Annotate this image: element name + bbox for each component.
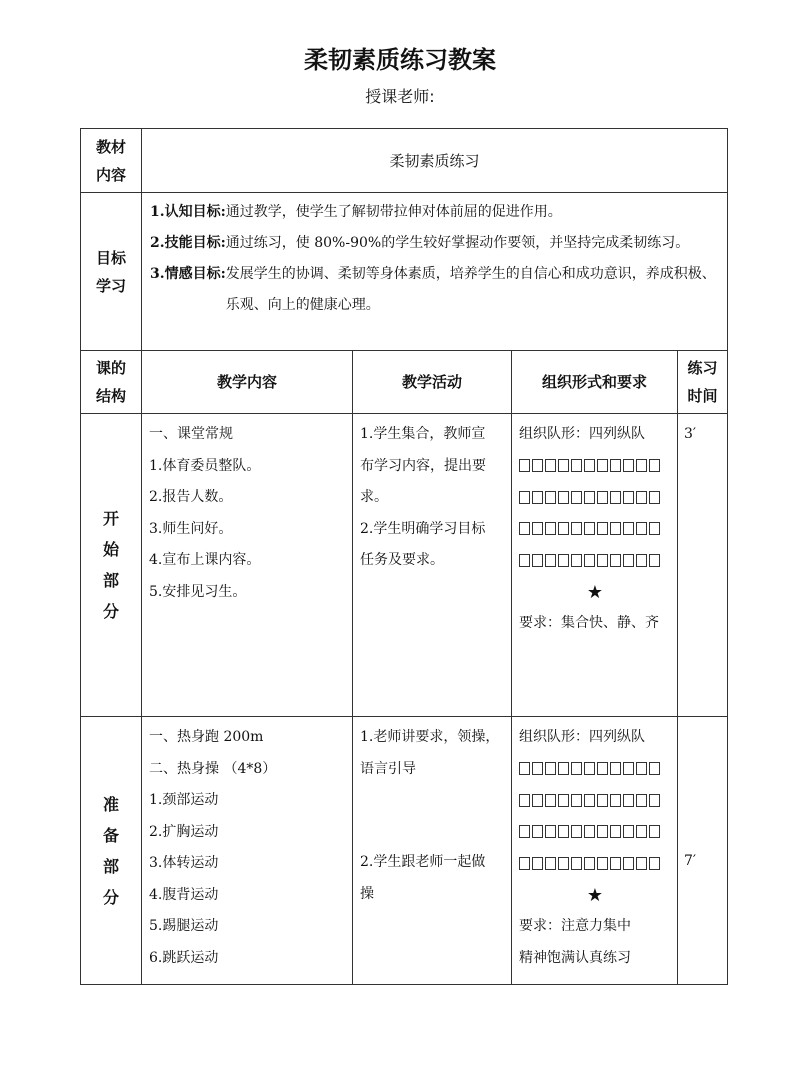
goals-list — [142, 193, 728, 351]
material-header-line: 内容 — [95, 165, 126, 184]
formation-square — [623, 857, 634, 870]
formation-square — [571, 762, 582, 775]
goal-text: 通过练习，使 80%-90%的学生较好掌握动作要领，并坚持完成柔韧练习。 — [225, 235, 690, 251]
section-name-char: 备 — [102, 825, 119, 845]
formation-square — [636, 825, 647, 838]
formation-square — [571, 459, 582, 472]
formation-square — [532, 522, 543, 535]
formation-square — [584, 794, 595, 807]
formation-square — [571, 554, 582, 567]
requirement-line: 要求：注意力集中 — [519, 918, 631, 934]
goal-item — [150, 228, 721, 259]
formation-row — [519, 514, 671, 546]
formation-square — [610, 762, 621, 775]
formation-square — [519, 794, 530, 807]
column-header-activity: 教学活动 — [353, 351, 512, 414]
formation-square — [584, 459, 595, 472]
formation-square — [545, 825, 556, 838]
section-name-char: 分 — [102, 602, 119, 621]
column-header-line: 练习 — [687, 359, 718, 377]
goals-header-line: 目标 — [95, 248, 126, 267]
formation-square — [558, 459, 569, 472]
activity-line: 语言引导 — [360, 760, 416, 777]
formation-square — [532, 459, 543, 472]
goal-item — [150, 197, 721, 228]
formation-square — [545, 857, 556, 870]
content-line: 1.颈部运动 — [149, 792, 219, 808]
column-header-structure — [81, 351, 142, 414]
formation-row — [519, 817, 671, 849]
formation-row — [519, 754, 671, 786]
column-header-time — [678, 351, 728, 414]
formation-square — [610, 857, 621, 870]
formation-square — [623, 825, 634, 838]
section-name-char: 部 — [102, 856, 119, 876]
formation-square — [532, 762, 543, 775]
material-value: 柔韧素质练习 — [142, 129, 728, 193]
formation-square — [649, 522, 660, 535]
activity-line: 2.学生明确学习目标 — [360, 520, 486, 537]
content-line: 4.宣布上课内容。 — [149, 552, 261, 568]
formation-square — [649, 459, 660, 472]
content-line: 3.体转运动 — [149, 855, 219, 871]
column-header-line: 课的 — [95, 359, 126, 377]
activity-line: 2.学生跟老师一起做 — [360, 854, 486, 870]
section-name-char: 部 — [102, 571, 119, 590]
formation-square — [584, 554, 595, 567]
formation-square — [558, 554, 569, 567]
formation-square — [623, 794, 634, 807]
section-time-value: 7′ — [684, 853, 697, 869]
section-name-char: 开 — [102, 509, 119, 528]
formation-square — [597, 491, 608, 504]
section-name — [81, 414, 142, 717]
formation-square — [545, 554, 556, 567]
section-organization — [512, 717, 678, 985]
formation-square — [519, 522, 530, 535]
formation-square — [571, 522, 582, 535]
formation-square — [610, 825, 621, 838]
formation-square — [636, 459, 647, 472]
goals-header-line: 学习 — [95, 276, 126, 295]
activity-line: 求。 — [360, 489, 388, 505]
column-header-organization: 组织形式和要求 — [512, 351, 678, 414]
teacher-star-icon: ★ — [586, 581, 604, 603]
teacher-label: 授课老师: — [365, 87, 435, 106]
activity-line: 操 — [360, 885, 374, 902]
formation-row — [519, 785, 671, 817]
formation-row — [519, 545, 671, 577]
formation-square — [610, 554, 621, 567]
formation-square — [558, 794, 569, 807]
formation-square — [519, 762, 530, 775]
goal-item — [150, 259, 721, 321]
content-line: 4.腹背运动 — [149, 886, 219, 903]
formation-square — [584, 491, 595, 504]
content-line: 3.师生问好。 — [149, 520, 233, 537]
formation-row — [519, 482, 671, 514]
formation-row — [519, 451, 671, 483]
content-line: 6.跳跃运动 — [149, 949, 219, 966]
formation-square — [571, 794, 582, 807]
formation-square — [610, 794, 621, 807]
column-header-line: 时间 — [687, 387, 718, 405]
formation-square — [649, 762, 660, 775]
formation-square — [610, 459, 621, 472]
formation-square — [519, 491, 530, 504]
content-line: 一、课堂常规 — [149, 426, 233, 442]
formation-square — [571, 857, 582, 870]
formation-square — [597, 522, 608, 535]
formation-square — [558, 825, 569, 838]
formation-square — [532, 857, 543, 870]
section-name-char: 分 — [102, 887, 119, 907]
section-activity — [353, 414, 512, 717]
content-line: 2.扩胸运动 — [149, 823, 219, 840]
formation-square — [610, 522, 621, 535]
formation-row — [519, 848, 671, 880]
material-row — [81, 129, 728, 193]
lesson-plan-table — [80, 128, 728, 985]
teacher-star-icon: ★ — [586, 884, 604, 906]
goal-label: 1.认知目标: — [150, 204, 226, 220]
requirement-line: 精神饱满认真练习 — [519, 949, 631, 966]
formation-square — [636, 491, 647, 504]
section-row-start — [81, 414, 728, 717]
section-content — [142, 717, 353, 985]
formation-square — [519, 554, 530, 567]
formation-square — [636, 857, 647, 870]
activity-line: 1.老师讲要求，领操， — [360, 729, 500, 745]
spacer — [684, 815, 723, 846]
formation-square — [532, 825, 543, 838]
formation-square — [558, 857, 569, 870]
formation-square — [597, 762, 608, 775]
formation-square — [558, 762, 569, 775]
formation-square — [558, 491, 569, 504]
formation-label: 组织队形：四列纵队 — [519, 729, 645, 745]
formation-square — [519, 459, 530, 472]
formation-square — [545, 794, 556, 807]
formation-square — [571, 825, 582, 838]
formation-square — [584, 825, 595, 838]
section-organization — [512, 414, 678, 717]
formation-square — [649, 794, 660, 807]
goals-row — [81, 193, 728, 351]
content-line: 二、热身操 （4*8） — [149, 760, 277, 777]
formation-label: 组织队形：四列纵队 — [519, 426, 645, 442]
content-line: 一、热身跑 200m — [149, 729, 264, 745]
content-line: 5.安排见习生。 — [149, 583, 247, 600]
section-name — [81, 717, 142, 985]
column-header-content: 教学内容 — [142, 351, 353, 414]
formation-square — [597, 857, 608, 870]
goal-text: 通过教学，使学生了解韧带拉伸对体前屈的促进作用。 — [225, 204, 562, 220]
activity-line: 任务及要求。 — [360, 552, 444, 568]
section-time: 3′ — [678, 414, 728, 717]
formation-square — [649, 825, 660, 838]
formation-square — [623, 762, 634, 775]
formation-square — [545, 459, 556, 472]
formation-square — [584, 762, 595, 775]
formation-square — [597, 794, 608, 807]
formation-square — [597, 554, 608, 567]
formation-square — [519, 825, 530, 838]
formation-square — [532, 554, 543, 567]
formation-square — [636, 554, 647, 567]
formation-square — [545, 491, 556, 504]
formation-square — [558, 522, 569, 535]
material-header — [81, 129, 142, 193]
spacer — [360, 816, 505, 847]
formation-square — [519, 857, 530, 870]
spacer — [360, 785, 505, 816]
formation-square — [649, 857, 660, 870]
formation-square — [623, 459, 634, 472]
formation-square — [584, 522, 595, 535]
formation-square — [623, 554, 634, 567]
section-name-char: 准 — [102, 794, 119, 814]
formation-square — [636, 522, 647, 535]
formation-square — [571, 491, 582, 504]
formation-square — [545, 762, 556, 775]
spacer — [684, 722, 723, 753]
formation-square — [545, 522, 556, 535]
formation-square — [597, 459, 608, 472]
formation-square — [649, 554, 660, 567]
requirement-line: 要求：集合快、静、齐 — [519, 615, 659, 631]
section-row-prepare — [81, 717, 728, 985]
activity-line: 1.学生集合，教师宣 — [360, 426, 486, 442]
activity-line: 布学习内容，提出要 — [360, 457, 486, 474]
goal-label: 2.技能目标: — [150, 235, 226, 251]
section-content — [142, 414, 353, 717]
section-name-char: 始 — [102, 540, 119, 559]
formation-square — [636, 762, 647, 775]
spacer — [684, 784, 723, 815]
formation-square — [610, 491, 621, 504]
section-activity — [353, 717, 512, 985]
formation-square — [623, 491, 634, 504]
column-header-row — [81, 351, 728, 414]
formation-square — [532, 491, 543, 504]
formation-square — [584, 857, 595, 870]
formation-square — [597, 825, 608, 838]
page-title: 柔韧素质练习教案 — [304, 46, 496, 74]
goal-label: 3.情感目标: — [150, 266, 226, 282]
goals-header — [81, 193, 142, 351]
formation-square — [532, 794, 543, 807]
formation-square — [623, 522, 634, 535]
content-line: 5.踢腿运动 — [149, 918, 219, 934]
spacer — [684, 753, 723, 784]
formation-square — [649, 491, 660, 504]
section-time — [678, 717, 728, 985]
content-line: 1.体育委员整队。 — [149, 457, 261, 474]
material-header-line: 教材 — [95, 137, 126, 156]
goal-text: 发展学生的协调、柔韧等身体素质，培养学生的自信心和成功意识，养成积极、乐观、向上的健康心理。 — [225, 266, 716, 313]
formation-square — [636, 794, 647, 807]
column-header-line: 结构 — [95, 387, 126, 405]
content-line: 2.报告人数。 — [149, 489, 233, 505]
